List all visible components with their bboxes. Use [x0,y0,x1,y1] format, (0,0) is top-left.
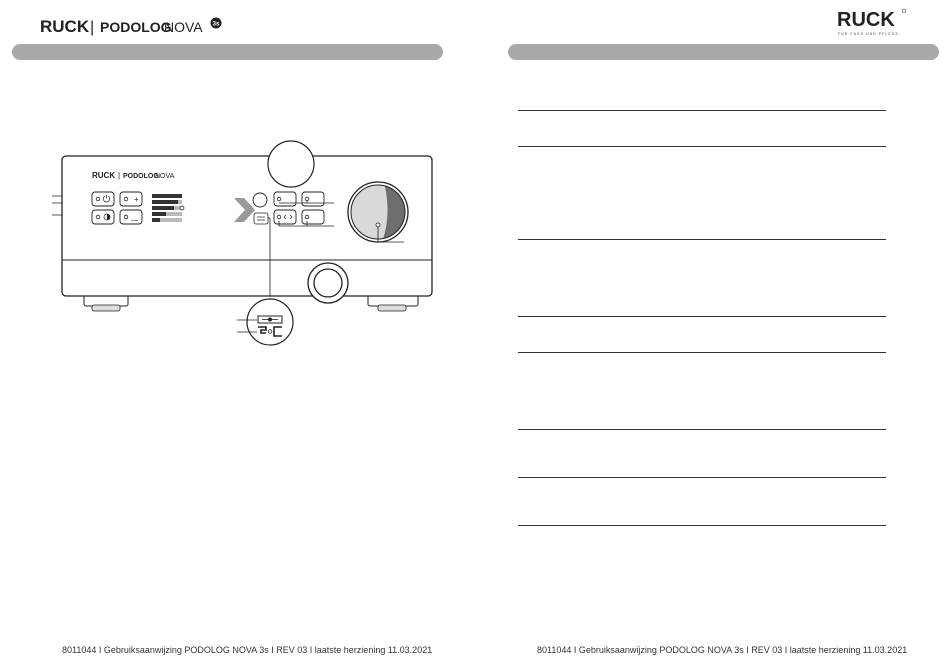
plus-icon: + [134,195,139,204]
divider-line-3 [518,239,886,240]
right-foot-pad [378,305,406,311]
logo-product-light: NOVA [164,19,203,35]
level-display [150,192,184,224]
divider-line-2 [518,146,886,147]
logo-ruck-text: RUCK [40,17,90,36]
divider-line-7 [518,477,886,478]
logo-badge-text: 3s [212,21,220,28]
level-bar-1 [152,194,182,198]
level-bar-5 [152,218,160,222]
right-page [475,0,950,670]
brand-logo [40,17,225,37]
mode-button[interactable] [92,210,114,224]
round-button[interactable] [253,193,267,207]
section-header-bar [12,44,443,60]
panel-logo-separator: | [118,171,121,180]
left-foot-pad [92,305,120,311]
function-button[interactable] [254,213,268,224]
section-header-bar [508,44,939,60]
minus-icon: — [131,217,138,224]
divider-line-8 [518,525,886,526]
divider-line-5 [518,352,886,353]
logo-separator: | [90,19,95,36]
device-illustration [12,140,452,350]
display-indicator [180,206,184,210]
panel-logo-product-light: NOVA [155,173,175,180]
plus-button[interactable] [120,192,142,206]
logo-product-bold: PODOLOG [100,19,172,35]
handpiece-socket-inner [314,269,342,297]
ruck-logo-right [835,6,907,38]
knob-indicator [376,223,380,227]
ruck-podolog-nova-logo [40,16,225,38]
callout-circle-top [268,141,314,187]
divider-line-4 [518,316,886,317]
level-bar-3 [152,206,174,210]
logo-ruck-text: RUCK [837,9,895,31]
panel-logo-product-bold: PODOLOG [123,173,159,180]
callout-circle-bottom [247,299,293,345]
footer-text: 8011044 I Gebruiksaanwijzing PODOLOG NOVA 3s I REV 03 I laatste herziening 11.03.2021 [62,645,433,655]
level-bar-4 [152,212,166,216]
divider-line-1 [518,110,886,111]
panel-logo-ruck: RUCK [92,171,116,180]
logo-tagline: FÜR FUSS UND PFLEGE [838,32,899,36]
registered-icon [902,9,906,13]
footer-text: 8011044 I Gebruiksaanwijzing PODOLOG NOVA 3s I REV 03 I laatste herziening 11.03.2021 [537,645,908,655]
level-bar-2 [152,200,178,204]
divider-line-6 [518,429,886,430]
